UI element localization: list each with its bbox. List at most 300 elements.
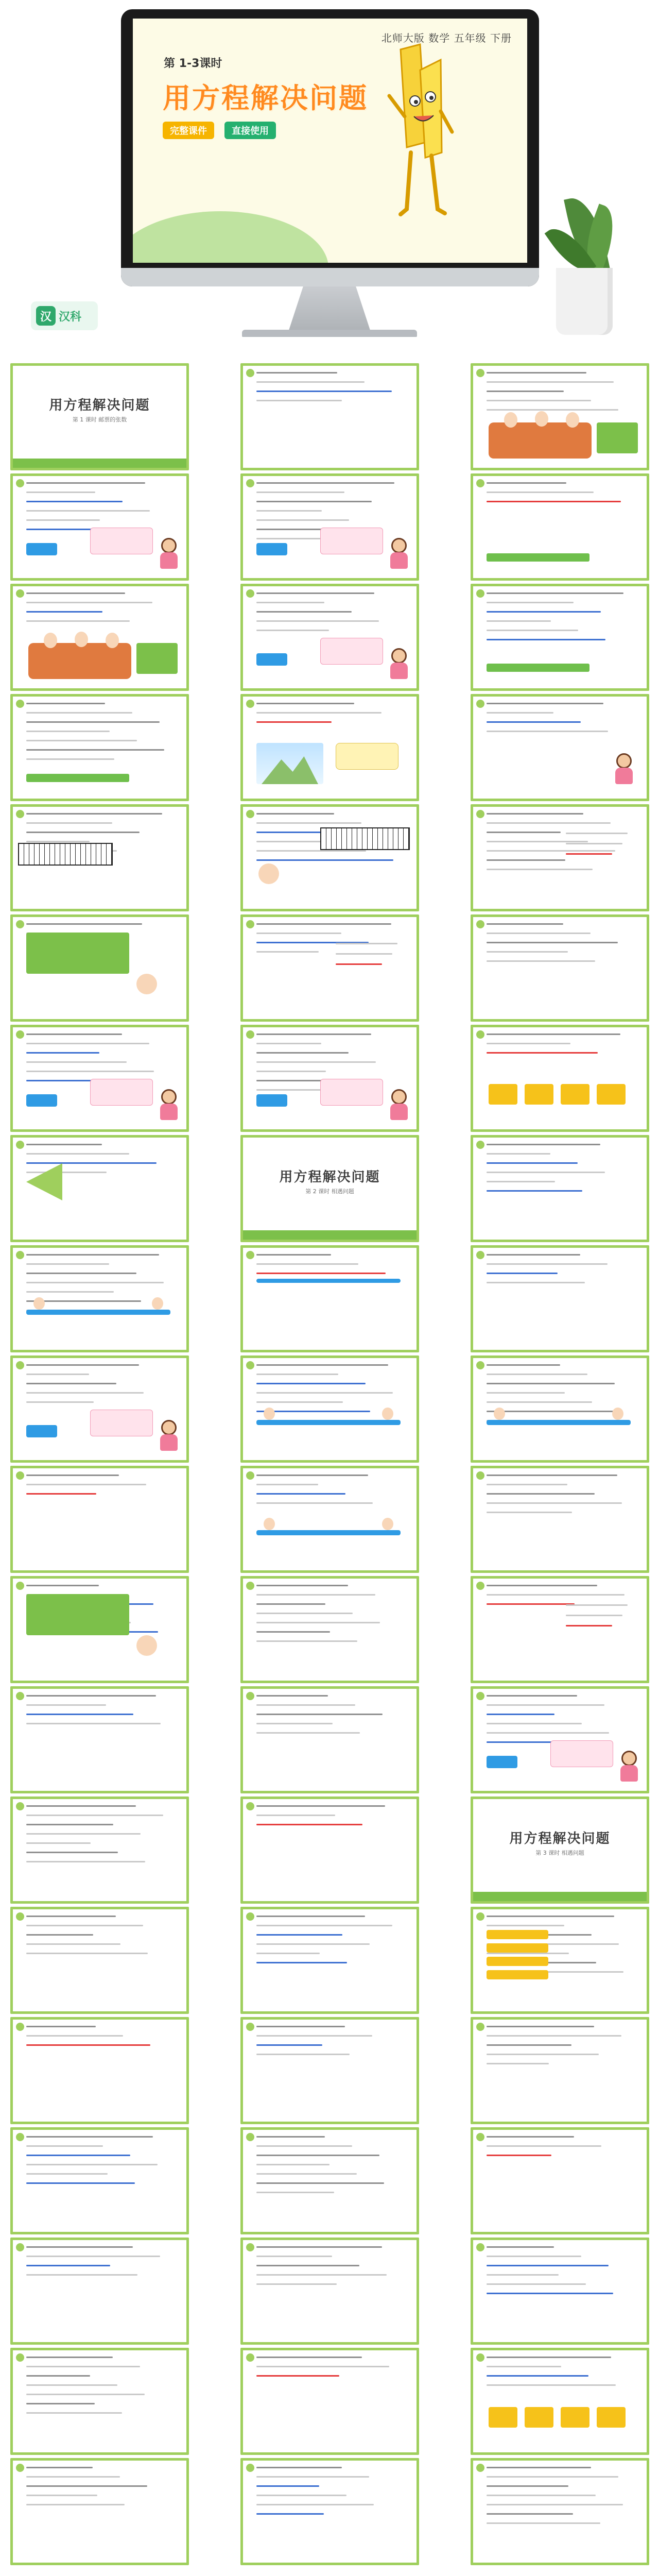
text-line	[487, 2256, 581, 2257]
text-line	[487, 1181, 555, 1182]
text-line	[26, 2384, 117, 2386]
slide-thumbnail	[471, 2127, 649, 2234]
text-line	[487, 850, 615, 852]
text-line	[256, 1383, 366, 1384]
text-line	[256, 1934, 342, 1936]
slide-thumbnail	[240, 473, 419, 581]
slide-number-badge	[16, 1582, 24, 1590]
slide-thumbnail	[240, 1686, 419, 1793]
text-line	[487, 1916, 614, 1917]
food-item	[489, 1084, 517, 1105]
slide-number-badge	[476, 1361, 484, 1369]
decorative-hill	[133, 211, 328, 263]
slide-thumbnail	[10, 2458, 189, 2565]
text-line	[256, 1925, 392, 1926]
text-line	[256, 2044, 322, 2046]
text-line	[26, 2476, 120, 2478]
slide-thumbnail	[10, 584, 189, 691]
text-line	[256, 1484, 318, 1485]
slide-number-badge	[16, 1802, 24, 1810]
walker-figure	[382, 1518, 393, 1530]
text-line	[256, 611, 352, 613]
text-line	[256, 1033, 371, 1035]
text-line	[487, 2035, 621, 2037]
text-line	[256, 1392, 393, 1394]
monitor-stand	[288, 286, 371, 332]
text-line	[487, 2384, 616, 2386]
slide-thumbnail	[240, 1025, 419, 1132]
text-line	[256, 510, 322, 512]
text-line	[256, 2136, 325, 2138]
text-line	[487, 1741, 559, 1743]
text-line	[26, 731, 110, 732]
text-line	[487, 1033, 620, 1035]
text-line	[26, 1484, 146, 1485]
text-line	[256, 1824, 362, 1825]
text-line	[487, 2366, 561, 2367]
slide-number-badge	[246, 1692, 254, 1700]
text-line	[487, 1190, 582, 1192]
tag-direct-use: 直接使用	[224, 122, 276, 139]
slide-number-badge	[16, 700, 24, 708]
text-line	[256, 2476, 369, 2478]
girl-character	[387, 648, 411, 679]
text-line	[26, 758, 114, 760]
slide-number-badge	[246, 589, 254, 598]
monitor-base	[242, 330, 417, 337]
text-line	[487, 1043, 570, 1044]
slide-thumbnail	[10, 1797, 189, 1904]
slide-thumbnail	[471, 2238, 649, 2345]
text-line	[26, 1071, 154, 1072]
girl-character	[387, 538, 411, 569]
text-line	[256, 1263, 358, 1265]
slide-number-badge	[246, 479, 254, 487]
text-line	[26, 1824, 113, 1825]
slide-thumbnail	[240, 584, 419, 691]
text-line	[487, 2274, 559, 2276]
text-line	[26, 1842, 91, 1844]
text-line	[487, 1364, 560, 1366]
text-line	[26, 1714, 133, 1715]
text-line	[26, 1383, 116, 1384]
girl-head	[391, 1089, 407, 1105]
child-head	[75, 632, 88, 647]
text-line	[26, 2256, 160, 2257]
text-line	[487, 2063, 549, 2064]
text-line	[487, 841, 588, 842]
label-box	[487, 1756, 517, 1768]
text-line	[256, 2256, 332, 2257]
hint-box	[90, 1079, 153, 1106]
text-line	[487, 1714, 554, 1715]
slide-number-badge	[246, 1251, 254, 1259]
textbook-edition: 北师大版 数学 五年级 下册	[381, 32, 512, 44]
girl-body	[615, 768, 633, 784]
slide-thumbnail	[240, 1797, 419, 1904]
text-line	[487, 1052, 598, 1054]
text-line	[487, 1401, 592, 1403]
text-line	[26, 1704, 106, 1706]
cover-title: 用方程解决问题	[163, 82, 368, 114]
publisher-logo	[31, 301, 98, 330]
text-line	[487, 2293, 613, 2294]
text-line	[487, 1392, 565, 1394]
slide-number-badge	[476, 1912, 484, 1921]
slide-number-badge	[16, 2353, 24, 2362]
text-line	[487, 1411, 619, 1412]
girl-head	[161, 1089, 177, 1105]
text-line	[26, 2246, 133, 2248]
text-line	[256, 1704, 355, 1706]
text-line	[566, 1625, 612, 1626]
text-line	[26, 482, 145, 484]
child-head	[566, 412, 579, 428]
text-line	[26, 923, 142, 925]
text-line	[256, 1805, 385, 1807]
slide-thumbnail	[240, 1135, 419, 1242]
hint-box	[320, 528, 383, 554]
text-line	[487, 2513, 573, 2515]
hint-box	[550, 1740, 613, 1767]
text-line	[256, 2283, 337, 2285]
walker-figure	[612, 1408, 623, 1420]
text-line	[26, 1364, 139, 1366]
text-line	[487, 1704, 604, 1706]
monitor-screen	[133, 19, 527, 263]
slide-thumbnail	[10, 1466, 189, 1573]
girl-head	[391, 538, 407, 553]
slide-thumbnail	[240, 2127, 419, 2234]
road-line	[256, 1530, 401, 1535]
slide-number-badge	[16, 2023, 24, 2031]
text-line	[26, 2265, 110, 2266]
text-line	[26, 620, 130, 622]
text-line	[26, 2357, 113, 2358]
text-line	[487, 1502, 622, 1504]
girl-character	[157, 1420, 181, 1451]
slide-thumbnail	[240, 2348, 419, 2455]
text-line	[256, 712, 381, 714]
girl-head	[258, 863, 279, 884]
text-line	[26, 822, 112, 824]
text-line	[26, 721, 160, 723]
text-line	[256, 1043, 321, 1044]
slide-number-badge	[246, 1030, 254, 1039]
text-line	[256, 951, 319, 953]
text-line	[26, 1861, 145, 1862]
slide-thumbnail	[240, 804, 419, 911]
slide-number-badge	[246, 810, 254, 818]
slide-cover-title: 用方程解决问题	[49, 398, 150, 413]
girl-head	[161, 1420, 177, 1435]
answer-bar	[487, 553, 589, 562]
text-line	[26, 1254, 159, 1256]
girl-head	[616, 753, 632, 769]
slide-thumbnail	[471, 1907, 649, 2014]
note-box	[597, 422, 638, 453]
slide-thumbnail	[240, 2458, 419, 2565]
walker-figure	[152, 1297, 163, 1310]
slide-cover-subtitle: 第 3 课时 相遇问题	[535, 1850, 584, 1856]
fries-character-illustration	[380, 39, 457, 235]
text-line	[256, 2467, 342, 2468]
slide-number-badge	[246, 1802, 254, 1810]
slide-cover-subtitle: 第 2 课时 相遇问题	[305, 1188, 354, 1195]
slide-cover-subtitle: 第 1 课时 邮票的张数	[72, 416, 127, 423]
slide-number-badge	[16, 920, 24, 928]
text-line	[487, 492, 594, 493]
label-box	[256, 653, 287, 666]
text-line	[26, 2467, 93, 2468]
text-line	[487, 1282, 585, 1283]
label-box	[256, 1094, 287, 1107]
text-line	[256, 2054, 350, 2055]
text-line	[256, 538, 326, 539]
text-line	[26, 2495, 97, 2496]
text-line	[256, 482, 394, 484]
text-line	[487, 501, 621, 502]
text-line	[26, 2394, 145, 2395]
text-line	[487, 400, 591, 401]
text-line	[256, 850, 366, 852]
girl-character	[157, 1089, 181, 1120]
slide-number-badge	[16, 1471, 24, 1480]
sofa-illustration	[28, 643, 131, 679]
text-line	[26, 2366, 140, 2367]
road-line	[256, 1420, 401, 1425]
slide-thumbnail	[10, 1355, 189, 1463]
text-line	[487, 2145, 601, 2147]
text-line	[26, 1273, 136, 1274]
slide-number-badge	[476, 369, 484, 377]
slide-number-badge	[246, 2353, 254, 2362]
text-line	[256, 923, 391, 925]
text-line	[26, 2403, 95, 2404]
text-line	[336, 963, 382, 965]
text-line	[256, 2495, 346, 2496]
slide-number-badge	[476, 1692, 484, 1700]
text-line	[256, 2375, 339, 2377]
text-line	[487, 2054, 599, 2055]
text-line	[256, 1695, 328, 1697]
piano-keyboard	[320, 827, 410, 850]
text-line	[26, 611, 102, 613]
slide-thumbnail	[240, 2238, 419, 2345]
text-line	[256, 1943, 370, 1945]
text-line	[26, 1475, 119, 1476]
slide-number-badge	[476, 2464, 484, 2472]
text-line	[26, 1585, 99, 1586]
slide-thumbnail	[471, 1355, 649, 1463]
child-head	[106, 633, 119, 648]
text-line	[26, 2412, 122, 2414]
text-line	[26, 1695, 156, 1697]
girl-character	[157, 538, 181, 569]
text-line	[487, 381, 614, 383]
girl-body	[160, 1104, 178, 1120]
slide-number-badge	[246, 1471, 254, 1480]
text-line	[487, 933, 591, 934]
girl-head	[161, 538, 177, 553]
text-line	[256, 822, 361, 824]
slide-number-badge	[16, 589, 24, 598]
slide-number-badge	[246, 2023, 254, 2031]
slide-number-badge	[16, 2464, 24, 2472]
girl-body	[620, 1765, 638, 1782]
slide-number-badge	[476, 2243, 484, 2251]
text-line	[26, 1815, 163, 1816]
text-line	[487, 2504, 623, 2505]
text-line	[256, 1061, 376, 1063]
girl-head	[136, 1635, 157, 1656]
text-line	[256, 721, 332, 723]
text-line	[256, 1254, 331, 1256]
text-line	[26, 1934, 93, 1936]
text-line	[487, 2155, 551, 2156]
text-line	[487, 2283, 586, 2285]
text-line	[487, 703, 603, 704]
lesson-number: 第 1-3课时	[164, 57, 222, 70]
girl-body	[390, 552, 408, 569]
text-line	[26, 2504, 125, 2505]
slide-thumbnail	[10, 914, 189, 1022]
slide-number-badge	[246, 700, 254, 708]
text-line	[487, 1162, 578, 1164]
girl-body	[390, 663, 408, 679]
slide-thumbnail	[10, 1907, 189, 2014]
hint-box	[90, 528, 153, 554]
text-line	[26, 1953, 148, 1954]
text-line	[26, 1493, 96, 1495]
text-line	[487, 2375, 588, 2377]
walker-figure	[264, 1408, 275, 1420]
text-line	[256, 1052, 349, 1054]
slide-number-badge	[476, 589, 484, 598]
text-line	[256, 620, 379, 622]
text-line	[566, 843, 622, 844]
text-line	[487, 951, 568, 953]
text-line	[26, 1805, 136, 1807]
slide-number-badge	[476, 2133, 484, 2141]
text-line	[26, 1153, 129, 1155]
text-line	[487, 1484, 567, 1485]
text-line	[26, 712, 132, 714]
text-line	[487, 1594, 625, 1596]
label-box	[26, 1425, 57, 1437]
slide-number-badge	[476, 700, 484, 708]
text-line	[487, 721, 581, 723]
slide-thumbnail	[240, 1355, 419, 1463]
text-line	[26, 2136, 153, 2138]
slide-thumbnail	[10, 804, 189, 911]
slide-number-badge	[16, 2243, 24, 2251]
slide-number-badge	[246, 1361, 254, 1369]
slide-number-badge	[476, 1471, 484, 1480]
text-line	[26, 1263, 109, 1265]
hint-box	[320, 638, 383, 665]
slide-number-badge	[476, 1030, 484, 1039]
text-line	[26, 740, 137, 741]
logo-icon: 汉	[36, 306, 56, 326]
text-line	[26, 1052, 99, 1054]
food-item	[525, 1084, 553, 1105]
label-box	[256, 543, 287, 555]
text-line	[26, 1374, 89, 1375]
text-line	[26, 832, 140, 833]
text-line	[256, 2485, 319, 2487]
text-line	[566, 1615, 622, 1616]
girl-head	[136, 974, 157, 994]
slide-thumbnail	[471, 1686, 649, 1793]
child-head	[535, 411, 548, 427]
text-line	[487, 1512, 572, 1513]
child-head	[44, 633, 57, 648]
slide-thumbnail	[471, 1135, 649, 1242]
slide-thumbnail	[10, 363, 189, 470]
option-chip	[487, 1957, 548, 1966]
note-box	[136, 643, 178, 674]
text-line	[256, 2366, 389, 2367]
text-line	[566, 833, 628, 834]
slide-thumbnail	[10, 2348, 189, 2455]
left-arrow-graphic	[26, 1163, 62, 1200]
option-chip	[487, 1930, 548, 1939]
text-line	[487, 2467, 591, 2468]
text-line	[256, 1374, 338, 1375]
mountain-illustration	[256, 743, 323, 784]
food-item	[525, 2407, 553, 2428]
text-line	[487, 1144, 600, 1145]
girl-body	[390, 1104, 408, 1120]
food-item	[561, 2407, 589, 2428]
text-line	[26, 2026, 96, 2027]
slide-number-badge	[476, 920, 484, 928]
option-chip	[487, 1970, 548, 1979]
text-line	[26, 592, 125, 594]
text-line	[487, 1475, 617, 1476]
text-line	[26, 703, 105, 704]
text-line	[487, 409, 618, 411]
text-line	[487, 942, 618, 943]
answer-bar	[26, 774, 129, 782]
text-line	[256, 2357, 362, 2358]
slide-number-badge	[16, 1912, 24, 1921]
road-line	[26, 1310, 170, 1315]
slide-number-badge	[16, 1361, 24, 1369]
text-line	[487, 639, 605, 640]
slide-number-badge	[246, 920, 254, 928]
hero-monitor-section	[0, 0, 659, 355]
text-line	[256, 391, 392, 392]
slide-thumbnail	[10, 2127, 189, 2234]
text-line	[256, 381, 365, 383]
slide-number-badge	[246, 1582, 254, 1590]
slide-number-badge	[476, 2023, 484, 2031]
slide-thumbnail	[471, 1797, 649, 1904]
text-line	[256, 1594, 375, 1596]
text-line	[26, 2145, 103, 2147]
text-line	[26, 1061, 127, 1063]
text-line	[256, 400, 342, 401]
slide-number-badge	[476, 1582, 484, 1590]
slide-thumbnail	[10, 1245, 189, 1352]
text-line	[256, 1953, 320, 1954]
text-line	[26, 1925, 143, 1926]
cover-footer-band	[13, 459, 186, 468]
sofa-illustration	[489, 422, 592, 459]
slide-thumbnail	[240, 1466, 419, 1573]
